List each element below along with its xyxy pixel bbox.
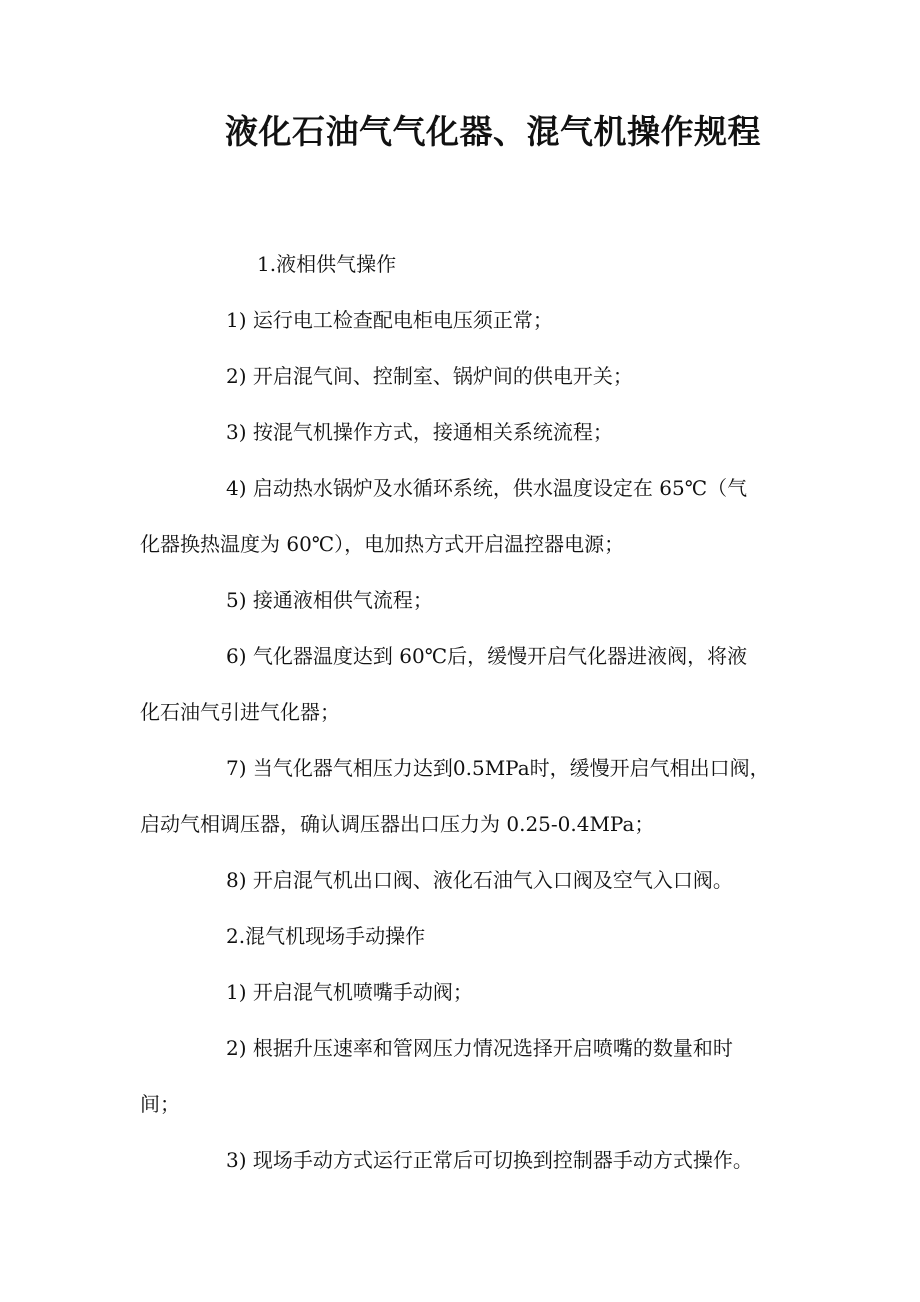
list-item: 1) 运行电工检查配电柜电压须正常； — [226, 308, 553, 332]
document-title: 液化石油气气化器、混气机操作规程 — [225, 112, 761, 151]
list-item: 2) 开启混气间、控制室、锅炉间的供电开关； — [226, 364, 633, 388]
section-heading-liquid-supply: 1.液相供气操作 — [257, 252, 397, 276]
list-item: 5) 接通液相供气流程； — [226, 588, 433, 612]
list-item: 3) 按混气机操作方式，接通相关系统流程； — [226, 420, 613, 444]
section-heading-mixer-manual: 2.混气机现场手动操作 — [226, 924, 426, 948]
list-item-continuation: 启动气相调压器，确认调压器出口压力为 0.25-0.4MPa； — [140, 812, 655, 836]
list-item: 8) 开启混气机出口阀、液化石油气入口阀及空气入口阀。 — [226, 868, 733, 892]
list-item: 7) 当气化器气相压力达到0.5MPa时，缓慢开启气相出口阀， — [226, 756, 770, 780]
list-item: 1) 开启混气机喷嘴手动阀； — [226, 980, 473, 1004]
list-item-continuation: 化石油气引进气化器； — [140, 700, 340, 724]
list-item: 2) 根据升压速率和管网压力情况选择开启喷嘴的数量和时 — [226, 1036, 733, 1060]
list-item: 3) 现场手动方式运行正常后可切换到控制器手动方式操作。 — [226, 1148, 753, 1172]
list-item-continuation: 化器换热温度为 60℃），电加热方式开启温控器电源； — [140, 532, 625, 556]
list-item: 4) 启动热水锅炉及水循环系统，供水温度设定在 65℃（气 — [226, 476, 748, 500]
list-item-continuation: 间； — [140, 1092, 180, 1116]
list-item: 6) 气化器温度达到 60℃后，缓慢开启气化器进液阀，将液 — [226, 644, 748, 668]
